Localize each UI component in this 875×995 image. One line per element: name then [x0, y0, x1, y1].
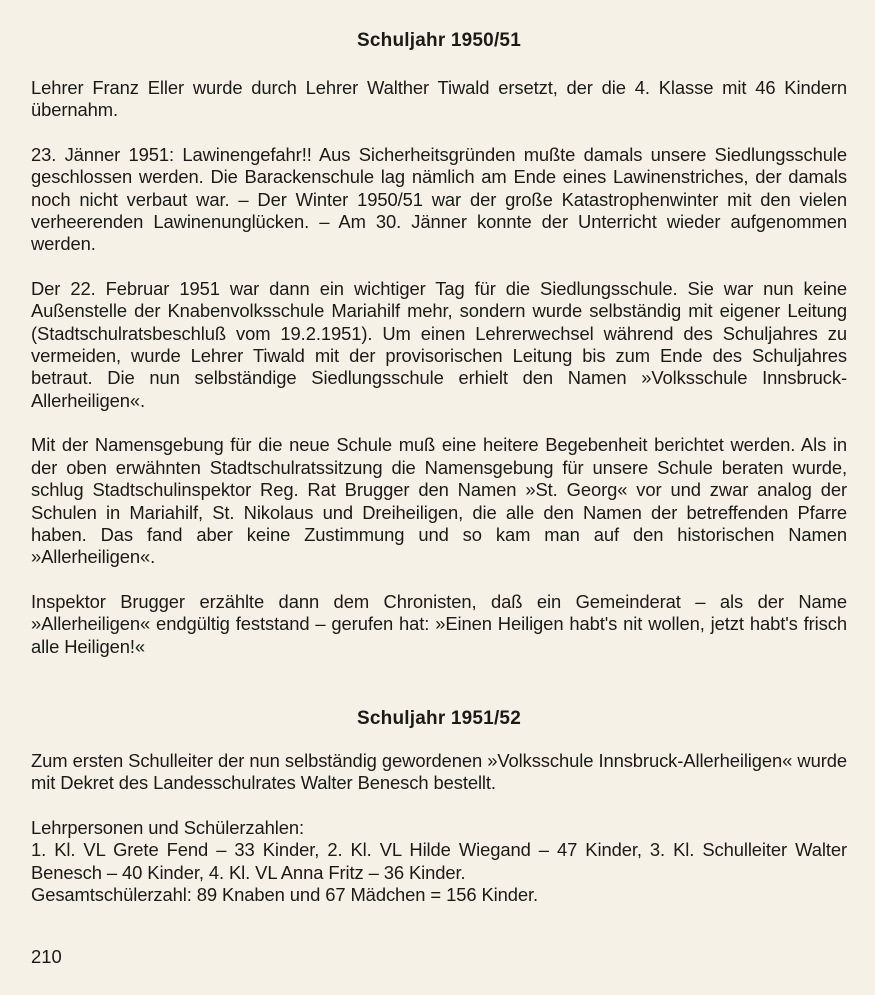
paragraph-anecdote: Inspektor Brugger erzählte dann dem Chronisten, daß ein Gemeinderat – als der Name »Allerheiligen« endgültig feststand – gerufen hat: »Einen Heiligen habt's nit wollen, jetzt habt's frisch alle Heiligen!«	[31, 590, 847, 657]
teacher-list-heading: Lehrpersonen und Schülerzahlen:	[31, 816, 304, 838]
section-heading-1951-52: Schuljahr 1951/52	[357, 707, 521, 729]
paragraph-first-headmaster: Zum ersten Schulleiter der nun selbständig gewordenen »Volksschule Innsbruck-Allerheiligen« wurde mit Dekret des Landesschulrates Walter Benesch bestellt.	[31, 749, 847, 794]
total-pupils: Gesamtschülerzahl: 89 Knaben und 67 Mädchen = 156 Kinder.	[31, 883, 539, 905]
document-page	[31, 22, 847, 906]
paragraph-independence: Der 22. Februar 1951 war dann ein wichtiger Tag für die Siedlungsschule. Sie war nun keine Außenstelle der Knabenvolksschule Mariahilf mehr, sondern wurde selbständig mit eigener Leitung (Stadtschulratsbeschluß vom 19.2.1951). Um einen Lehrerwechsel während des Schuljahres zu vermeiden, wurde Lehrer Tiwald mit der provisorischen Leitung bis zum Ende des Schuljahres betraut. Die nun selbständige Siedlungsschule erhielt den Namen »Volksschule Innsbruck-Allerheiligen«.	[31, 277, 847, 411]
section-heading-1950-51: Schuljahr 1950/51	[357, 30, 521, 51]
teacher-list-classes: 1. Kl. VL Grete Fend – 33 Kinder, 2. Kl. VL Hilde Wiegand – 47 Kinder, 3. Kl. Schulleiter Walter Benesch – 40 Kinder, 4. Kl. VL Anna Fritz – 36 Kinder.	[31, 839, 847, 883]
page-number: 210	[31, 946, 62, 967]
paragraph-avalanche: 23. Jänner 1951: Lawinengefahr!! Aus Sicherheitsgründen mußte damals unsere Siedlungsschule geschlossen werden. Die Barackenschule lag nämlich am Ende eines Lawinenstriches, der damals noch nicht verbaut war. – Der Winter 1950/51 war der große Katastrophenwinter mit den vielen verheerenden Lawinenunglücken. – Am 30. Jänner konnte der Unterricht wieder aufgenommen werden.	[31, 143, 847, 255]
paragraph-naming: Mit der Namensgebung für die neue Schule muß eine heitere Begebenheit berichtet werden. Als in der oben erwähnten Stadtschulratssitzung die Namensgebung für unsere Schule beraten wurde, schlug Stadtschulinspektor Reg. Rat Brugger den Namen »St. Georg« vor und zwar analog der Schulen in Mariahilf, St. Nikolaus und Dreiheiligen, die alle den Namen der betreffenden Pfarre haben. Das fand aber keine Zustimmung und so kam man auf den historischen Namen »Allerheiligen«.	[31, 434, 847, 568]
teacher-list-block	[31, 817, 847, 907]
paragraph-teacher-change: Lehrer Franz Eller wurde durch Lehrer Walther Tiwald ersetzt, der die 4. Klasse mit 46 Kindern übernahm.	[31, 77, 847, 121]
